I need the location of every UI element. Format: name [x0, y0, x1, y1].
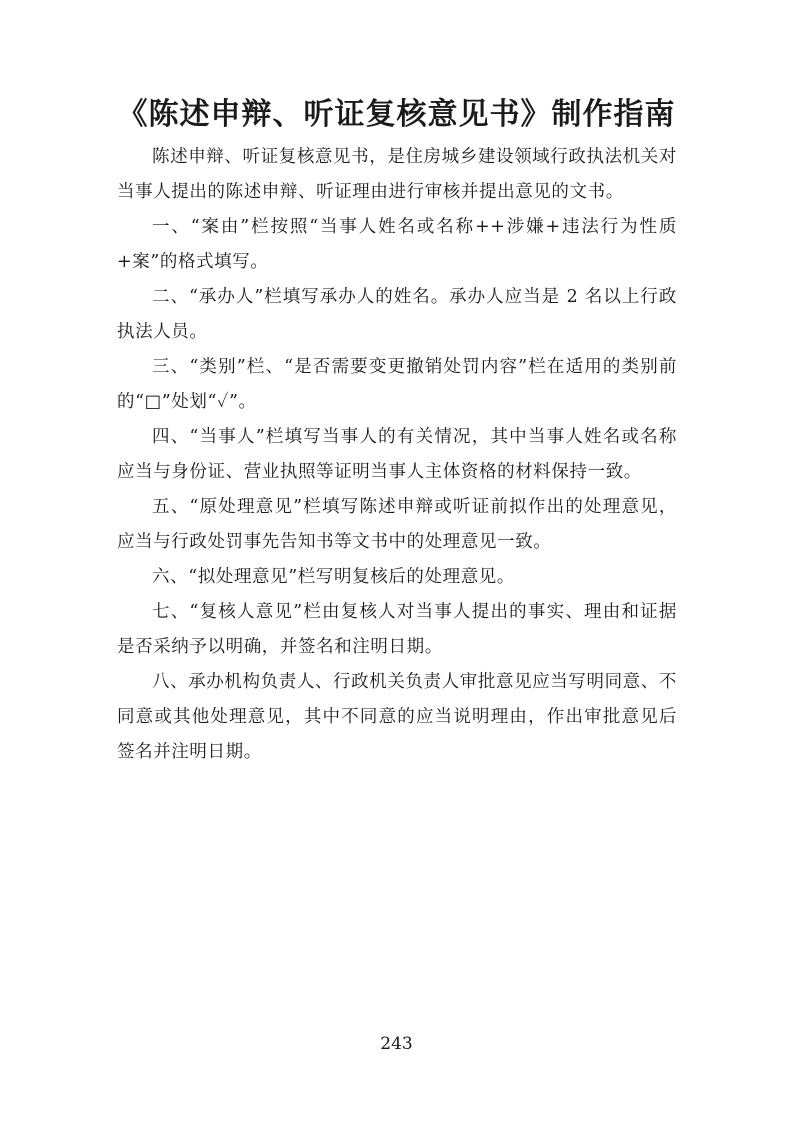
paragraph-party: 四、“当事人”栏填写当事人的有关情况，其中当事人姓名或名称应当与身份证、营业执照等证明当事人主体资格的材料保持一致。	[117, 427, 677, 482]
paragraph-category: 三、“类别”栏、“是否需要变更撤销处罚内容”栏在适用的类别前的“□”处划“✓”。	[117, 357, 677, 412]
intro-paragraph: 陈述申辩、听证复核意见书，是住房城乡建设领域行政执法机关对当事人提出的陈述申辩、听证理由进行审核并提出意见的文书。	[117, 147, 677, 202]
guide-body	[117, 140, 677, 770]
paragraph-proposed-opinion: 六、“拟处理意见”栏写明复核后的处理意见。	[152, 567, 515, 587]
paragraph-case-cause: 一、“案由”栏按照“当事人姓名或名称++涉嫌+违法行为性质+案”的格式填写。	[117, 217, 677, 272]
paragraph-approval-opinion: 八、承办机构负责人、行政机关负责人审批意见应当写明同意、不同意或其他处理意见，其中不同意的应当说明理由，作出审批意见后签名并注明日期。	[117, 672, 677, 762]
paragraph-handler: 二、“承办人”栏填写承办人的姓名。承办人应当是 2 名以上行政执法人员。	[117, 287, 677, 342]
paragraph-reviewer-opinion: 七、“复核人意见”栏由复核人对当事人提出的事实、理由和证据是否采纳予以明确，并签名和注明日期。	[117, 602, 677, 657]
paragraph-original-opinion: 五、“原处理意见”栏填写陈述申辩或听证前拟作出的处理意见，应当与行政处罚事先告知书等文书中的处理意见一致。	[117, 497, 677, 552]
page-title: 《陈述申辩、听证复核意见书》制作指南	[117, 97, 676, 132]
page-number: 243	[380, 1034, 413, 1054]
